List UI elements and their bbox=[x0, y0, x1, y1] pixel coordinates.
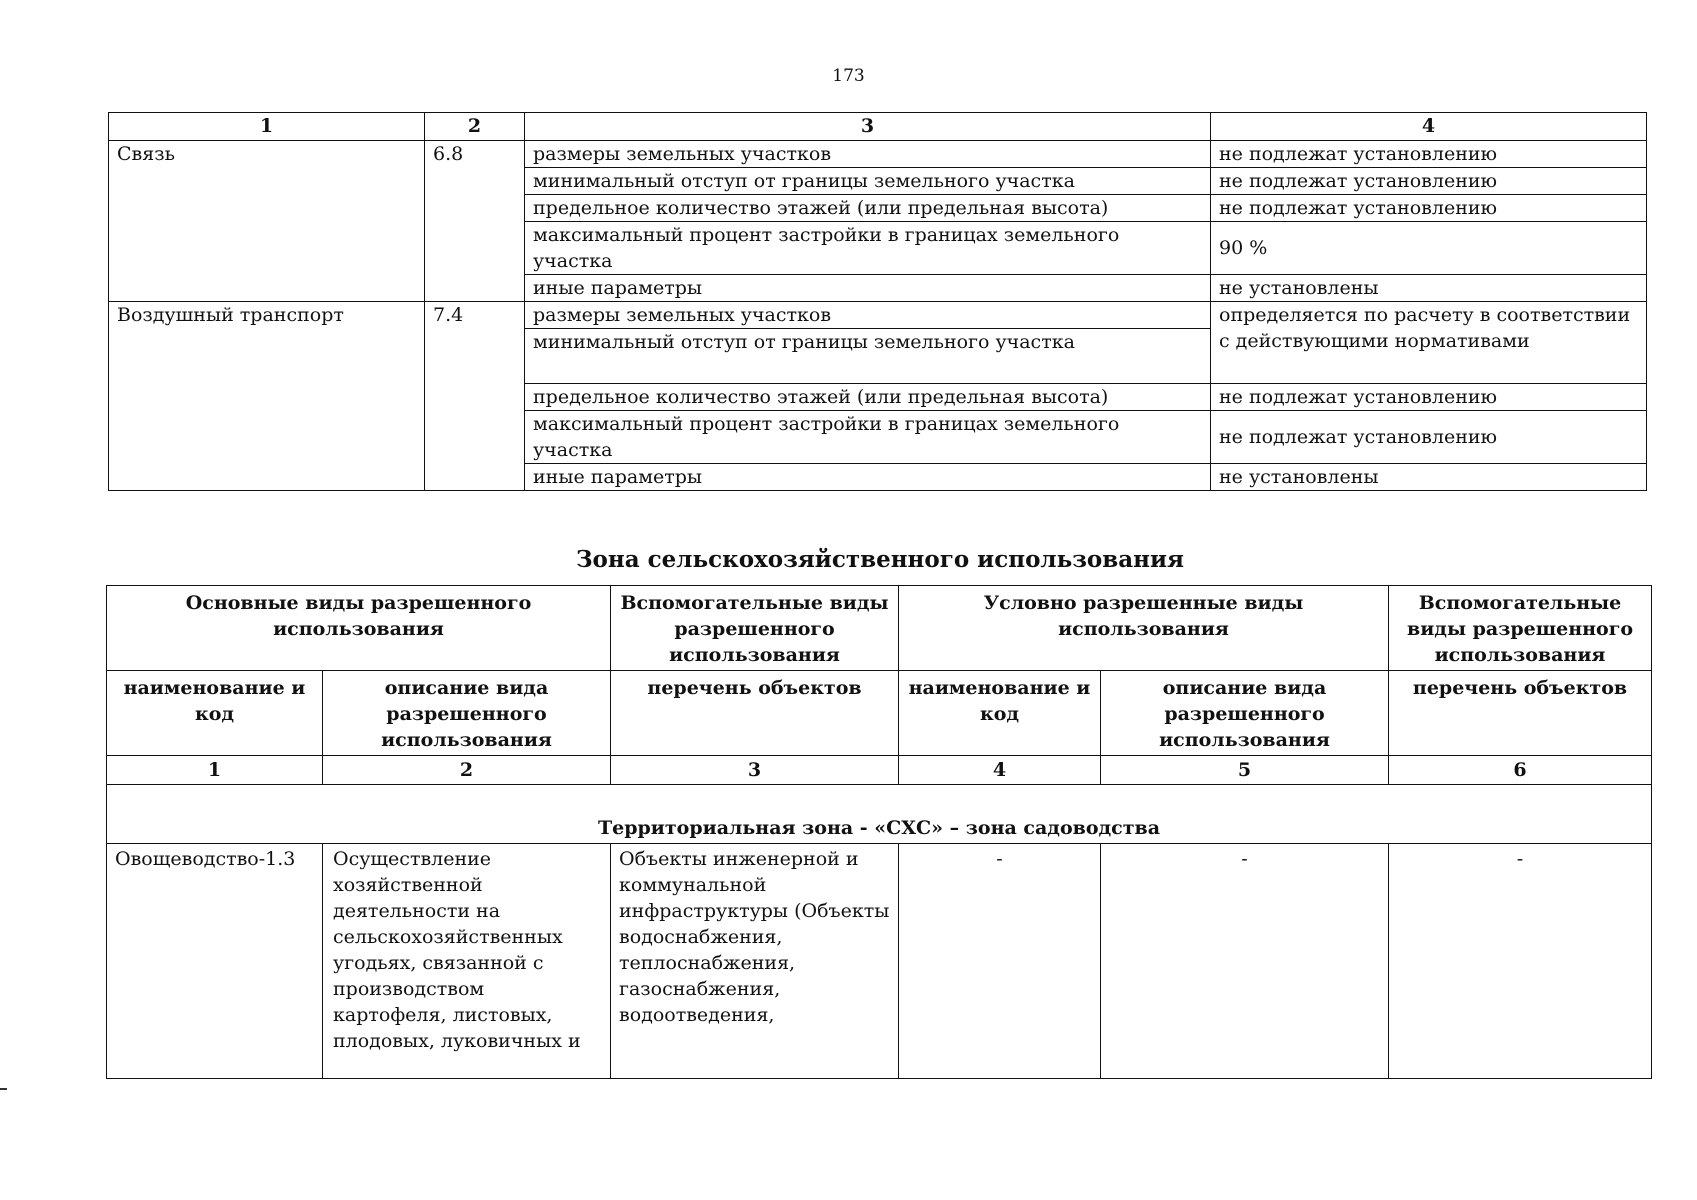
sub-header-row bbox=[107, 671, 1652, 756]
parameter-name: предельное количество этажей (или предельная высота) bbox=[525, 195, 1211, 222]
parameter-name: размеры земельных участков bbox=[525, 141, 1211, 168]
section-title: Зона сельскохозяйственного использования bbox=[575, 546, 1185, 573]
parameter-name: максимальный процент застройки в границах земельного участка bbox=[525, 411, 1211, 464]
parameter-value: не подлежат установлению bbox=[1211, 195, 1647, 222]
parameter-value: не установлены bbox=[1211, 275, 1647, 302]
parameter-name: минимальный отступ от границы земельного участка bbox=[525, 329, 1211, 384]
column-number-row bbox=[107, 756, 1652, 785]
parameter-name: минимальный отступ от границы земельного участка bbox=[525, 168, 1211, 195]
table-row bbox=[107, 844, 1652, 1079]
group-header-conditional-uses: Условно разрешенные виды использования bbox=[899, 586, 1389, 671]
zoning-table bbox=[106, 585, 1652, 1079]
parameter-value: не подлежат установлению bbox=[1211, 384, 1647, 411]
column-number: 2 bbox=[323, 756, 611, 785]
parameter-value: не установлены bbox=[1211, 464, 1647, 491]
group-header-auxiliary-uses: Вспомогательные виды разрешенного использования bbox=[611, 586, 899, 671]
column-number: 1 bbox=[107, 756, 323, 785]
parameter-value: не подлежат установлению bbox=[1211, 168, 1647, 195]
margin-mark bbox=[0, 1088, 7, 1090]
group-header-auxiliary-uses-2: Вспомогательные виды разрешенного использования bbox=[1389, 586, 1652, 671]
objects-list: Объекты инженерной и коммунальной инфраструктуры (Объекты водоснабжения, теплоснабжения, газоснабжения, водоотведения, bbox=[611, 844, 899, 1079]
parameter-name: иные параметры bbox=[525, 464, 1211, 491]
header-cell: 4 bbox=[1211, 113, 1647, 141]
parameter-name: предельное количество этажей (или предельная высота) bbox=[525, 384, 1211, 411]
empty-dash: - bbox=[1389, 844, 1652, 1079]
group-header-main-uses: Основные виды разрешенного использования bbox=[107, 586, 611, 671]
zone-title: Территориальная зона - «СХС» – зона садоводства bbox=[107, 785, 1652, 844]
use-description: Осуществление хозяйственной деятельности на сельскохозяйственных угодьях, связанной с производством картофеля, листовых, плодовых, луковичных и bbox=[323, 844, 611, 1079]
parameter-value: 90 % bbox=[1211, 222, 1647, 275]
empty-dash: - bbox=[899, 844, 1101, 1079]
group-header-row bbox=[107, 586, 1652, 671]
sub-header-description: описание вида разрешенного использования bbox=[1101, 671, 1389, 756]
header-cell: 3 bbox=[525, 113, 1211, 141]
use-code: 6.8 bbox=[425, 141, 525, 302]
column-number: 4 bbox=[899, 756, 1101, 785]
sub-header-objects: перечень объектов bbox=[1389, 671, 1652, 756]
use-code: 7.4 bbox=[425, 302, 525, 491]
parameter-value: не подлежат установлению bbox=[1211, 411, 1647, 464]
use-name: Связь bbox=[109, 141, 425, 302]
table-row bbox=[109, 302, 1647, 329]
sub-header-name-code: наименование и код bbox=[107, 671, 323, 756]
use-name: Воздушный транспорт bbox=[109, 302, 425, 491]
use-name-code: Овощеводство-1.3 bbox=[107, 844, 323, 1079]
parameter-name: максимальный процент застройки в границах земельного участка bbox=[525, 222, 1211, 275]
header-row bbox=[109, 113, 1647, 141]
sub-header-description: описание вида разрешенного использования bbox=[323, 671, 611, 756]
zone-title-row bbox=[107, 785, 1652, 844]
table-row bbox=[109, 141, 1647, 168]
page-number: 173 bbox=[832, 66, 865, 86]
column-number: 5 bbox=[1101, 756, 1389, 785]
parameter-value: не подлежат установлению bbox=[1211, 141, 1647, 168]
sub-header-name-code: наименование и код bbox=[899, 671, 1101, 756]
empty-dash: - bbox=[1101, 844, 1389, 1079]
header-cell: 1 bbox=[109, 113, 425, 141]
column-number: 6 bbox=[1389, 756, 1652, 785]
parameters-table bbox=[108, 112, 1647, 491]
parameter-value: определяется по расчету в соответствии с действующими нормативами bbox=[1211, 302, 1647, 384]
parameter-name: размеры земельных участков bbox=[525, 302, 1211, 329]
column-number: 3 bbox=[611, 756, 899, 785]
header-cell: 2 bbox=[425, 113, 525, 141]
parameter-name: иные параметры bbox=[525, 275, 1211, 302]
sub-header-objects: перечень объектов bbox=[611, 671, 899, 756]
